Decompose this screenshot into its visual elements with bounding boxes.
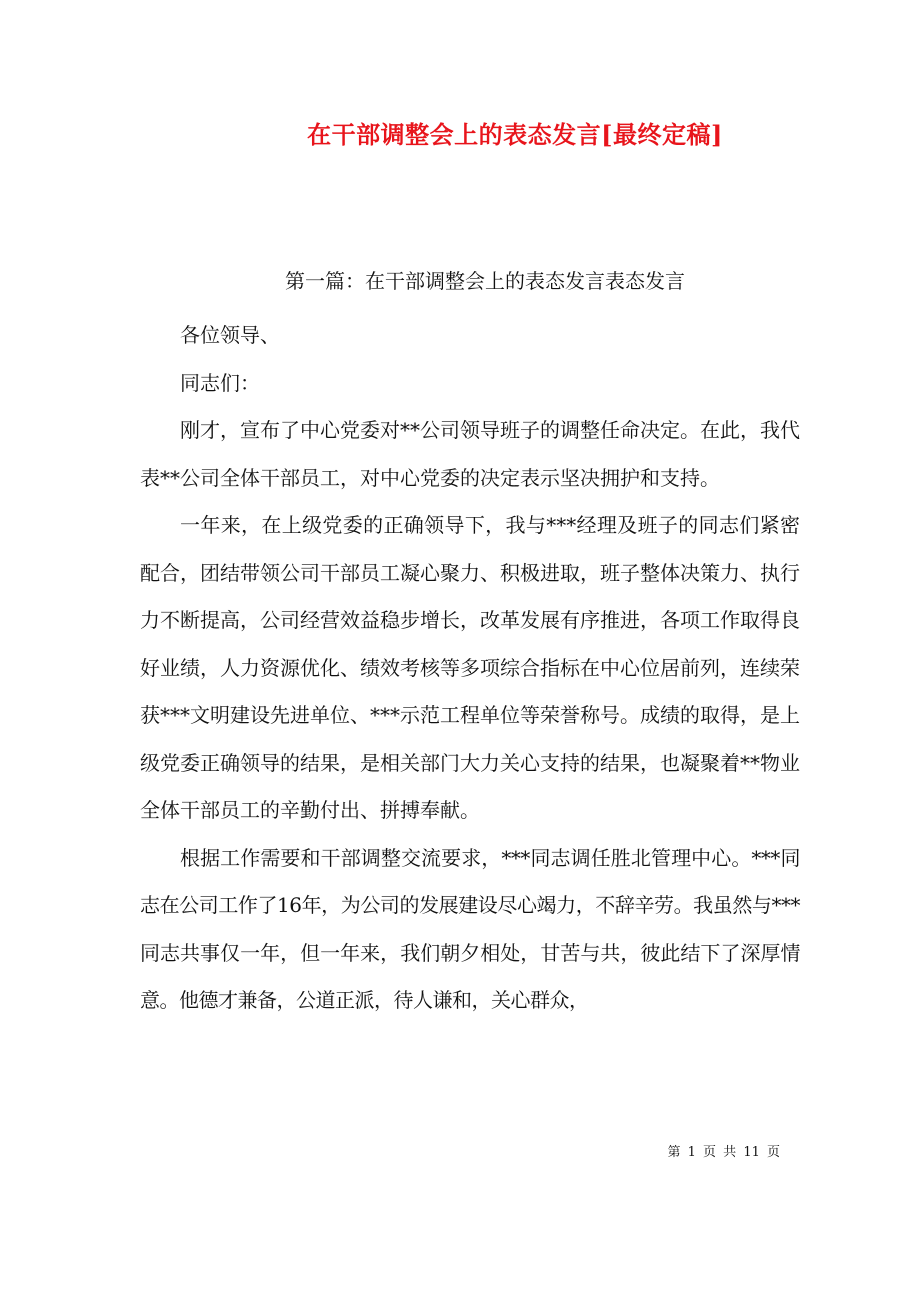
paragraph-3: 根据工作需要和干部调整交流要求，***同志调任胜北管理中心。***同志在公司工作了16年，为公司的发展建设尽心竭力，不辞辛劳。我虽然与***同志共事仅一年，但一年来，我们朝夕相处，甘苦与共，彼此结下了深厚情意。他德才兼备，公道正派，待人谦和，关心群众， <box>140 845 800 1012</box>
salutation-leaders: 各位领导、 <box>180 323 280 347</box>
document-title: 在干部调整会上的表态发言[最终定稿] <box>307 120 723 149</box>
section-heading: 第一篇：在干部调整会上的表态发言表态发言 <box>285 269 685 293</box>
document-body <box>140 312 800 1025</box>
paragraph-1: 刚才，宣布了中心党委对**公司领导班子的调整任命决定。在此，我代表**公司全体干部员工，对中心党委的决定表示坚决拥护和支持。 <box>140 418 800 490</box>
page-number: 第 1 页 共 11 页 <box>667 1145 780 1160</box>
paragraph-2: 一年来，在上级党委的正确领导下，我与***经理及班子的同志们紧密配合，团结带领公司干部员工凝心聚力、积极进取，班子整体决策力、执行力不断提高，公司经营效益稳步增长，改革发展有序推进，各项工作取得良好业绩，人力资源优化、绩效考核等多项综合指标在中心位居前列，连续荣获***文明建设先进单位、***示范工程单位等荣誉称号。成绩的取得，是上级党委正确领导的结果，是相关部门大力关心支持的结果，也凝聚着**物业全体干部员工的辛勤付出、拼搏奉献。 <box>140 513 800 822</box>
salutation-comrades: 同志们： <box>180 370 260 395</box>
